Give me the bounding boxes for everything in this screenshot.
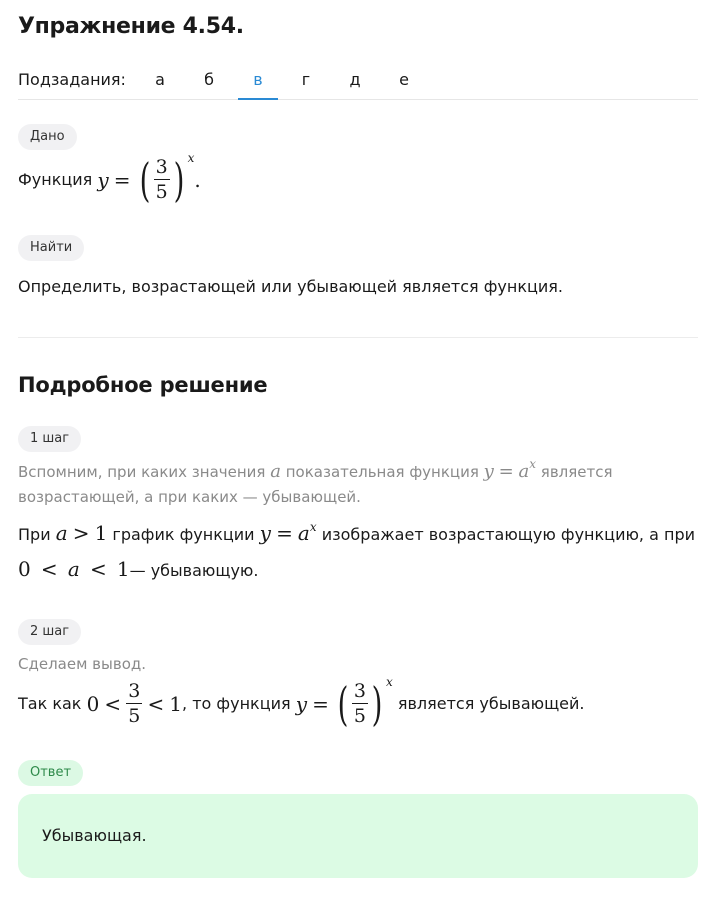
tab-e[interactable]: е — [399, 70, 409, 89]
step1-cond-a: a — [55, 521, 68, 545]
step1-hint-a: Вспомним, при каких значения — [18, 463, 266, 481]
given-statement — [18, 150, 201, 207]
step1-l2-a: a — [67, 557, 80, 581]
right-paren: ) — [173, 152, 185, 207]
page-title: Упражнение 4.54. — [18, 14, 244, 39]
step1-pill: 1 шаг — [18, 426, 81, 452]
tab-g[interactable]: г — [301, 70, 311, 89]
step1-main-line1 — [18, 521, 695, 545]
step2-left-paren: ( — [337, 676, 349, 731]
step2-main-b: то функция — [192, 694, 291, 713]
step1-hint-y: y — [483, 461, 494, 482]
step1-l2-one: 1 — [116, 557, 130, 581]
step2-hint: Сделаем вывод. — [18, 655, 147, 673]
given-exponent: x — [187, 150, 195, 165]
step2-exponent: x — [385, 674, 393, 689]
given-dot: . — [194, 167, 201, 192]
step1-main-y: y — [259, 521, 271, 545]
step1-l2-text: — убывающую. — [129, 561, 259, 580]
step2-eq: = — [312, 691, 329, 716]
answer-box — [18, 794, 698, 878]
given-fraction — [154, 156, 170, 203]
step1-l2-lt1: < — [40, 557, 58, 581]
solution-title: Подробное решение — [18, 373, 268, 397]
step1-hint-exp: x — [529, 457, 537, 471]
subtasks-bar — [18, 66, 698, 100]
step1-cond-one: 1 — [94, 521, 108, 545]
step2-zero: 0 — [86, 691, 100, 716]
given-prefix: Функция — [18, 170, 93, 189]
given-y: y — [97, 167, 109, 192]
step2-func-numerator: 3 — [353, 680, 367, 702]
step2-comma: , — [182, 694, 188, 713]
step2-numerator: 3 — [128, 680, 141, 702]
step2-lt2: < — [147, 691, 165, 716]
step1-l2-zero: 0 — [18, 557, 31, 581]
step1-hint-var: a — [270, 461, 281, 482]
step1-hint-line1 — [18, 457, 613, 482]
step1-main-line2 — [18, 557, 258, 581]
tab-v[interactable]: в — [238, 66, 278, 100]
step2-pill: 2 шаг — [18, 619, 81, 645]
left-paren: ( — [139, 152, 151, 207]
subtasks-label: Подзадания: — [18, 70, 126, 89]
given-denominator: 5 — [155, 181, 168, 203]
step2-one: 1 — [169, 691, 183, 716]
given-numerator: 3 — [155, 156, 168, 178]
step2-func-denominator: 5 — [353, 705, 367, 727]
step2-func-fraction — [352, 680, 368, 727]
given-pill: Дано — [18, 124, 77, 150]
step2-lt1: < — [104, 691, 122, 716]
step1-l2-lt2: < — [89, 557, 107, 581]
step2-main-c: является убывающей. — [397, 694, 585, 713]
step1-main-c: изображает возрастающую функцию, а при — [321, 525, 696, 544]
tab-a[interactable]: а — [155, 70, 165, 89]
step1-main-b: график функции — [112, 525, 255, 544]
step1-main-eq: = — [276, 521, 293, 545]
step1-hint-eq: = — [498, 461, 514, 482]
step1-hint-b: показательная функция — [285, 463, 479, 481]
answer-pill: Ответ — [18, 760, 83, 786]
step1-hint-base: a — [518, 461, 530, 482]
step2-main — [18, 674, 585, 731]
answer-text: Убывающая. — [42, 826, 147, 845]
step1-main-base: a — [297, 521, 310, 545]
step2-right-paren: ) — [371, 676, 383, 731]
step1-hint-line2: возрастающей, а при каких — убывающей. — [18, 488, 361, 506]
tab-b[interactable]: б — [204, 70, 214, 89]
step2-y: y — [295, 691, 308, 716]
step1-cond-op: > — [72, 521, 90, 545]
step1-main-exp: x — [309, 520, 317, 534]
section-divider — [18, 337, 698, 338]
step2-denominator: 5 — [128, 705, 141, 727]
step1-hint-c: является — [540, 463, 613, 481]
step1-main-a: При — [18, 525, 51, 544]
tab-d[interactable]: д — [349, 70, 361, 89]
step2-fraction — [126, 680, 142, 727]
given-eq: = — [113, 167, 131, 192]
find-pill: Найти — [18, 235, 84, 261]
find-text: Определить, возрастающей или убывающей является функция. — [18, 277, 564, 296]
step2-main-a: Так как — [18, 694, 82, 713]
